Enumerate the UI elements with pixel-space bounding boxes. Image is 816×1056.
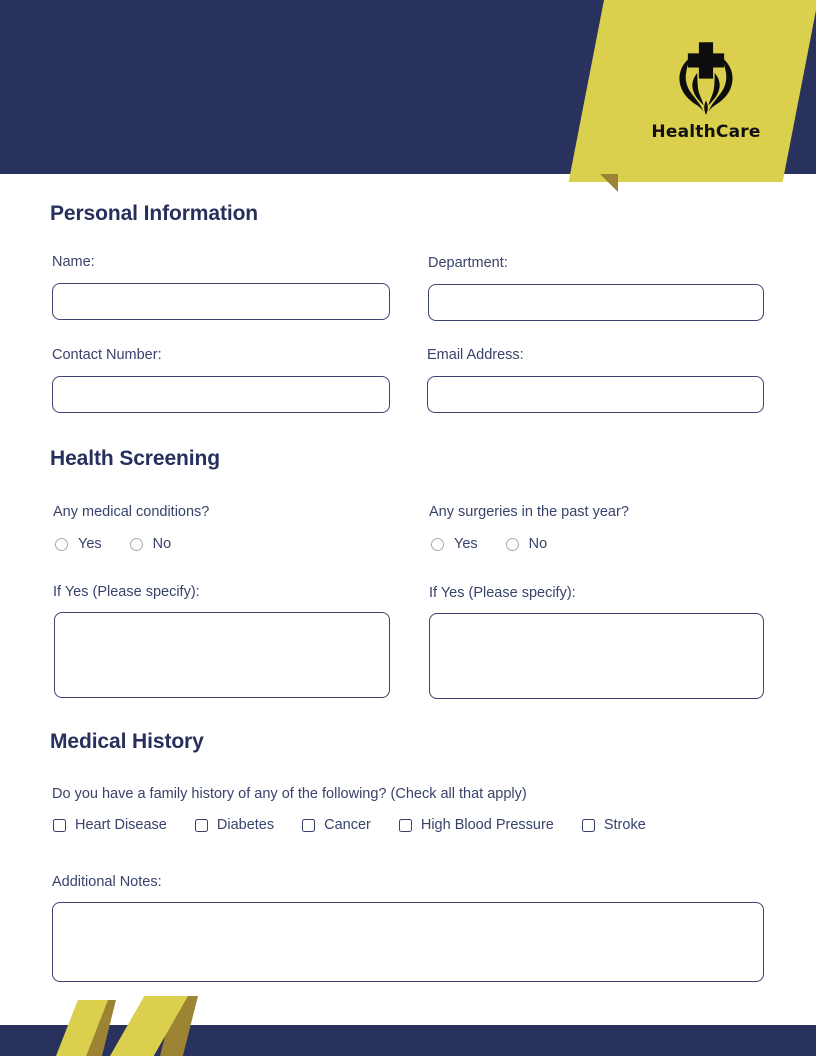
checkbox-label-heart-disease: Heart Disease (75, 817, 167, 833)
question-surgeries-past-year: Any surgeries in the past year? (429, 504, 629, 520)
label-contact-number: Contact Number: (52, 347, 162, 363)
radio-label-no: No (528, 536, 548, 552)
checkbox-item-cancer[interactable] (302, 817, 371, 833)
radio-option-surgeries-no[interactable] (506, 536, 548, 552)
label-name: Name: (52, 254, 95, 270)
radio-label-yes: Yes (78, 536, 102, 552)
logo-wordmark: HealthCare (651, 122, 761, 142)
label-department: Department: (428, 255, 508, 271)
section-title-health-screening: Health Screening (50, 447, 220, 470)
healthcare-logo (646, 36, 766, 154)
checkbox-item-high-blood-pressure[interactable] (399, 817, 554, 833)
radio-circle-icon[interactable] (431, 538, 444, 551)
label-additional-notes: Additional Notes: (52, 874, 162, 890)
checkbox-square-icon[interactable] (399, 819, 412, 832)
radio-option-medical-conditions-no[interactable] (130, 536, 172, 552)
label-medical-conditions-specify: If Yes (Please specify): (53, 584, 200, 600)
checkbox-item-heart-disease[interactable] (53, 817, 167, 833)
checkbox-group-family-history (53, 817, 674, 833)
medical-conditions-specify-textarea[interactable] (54, 612, 390, 698)
checkbox-label-high-blood-pressure: High Blood Pressure (420, 817, 554, 833)
contact-number-input[interactable] (52, 376, 390, 413)
checkbox-square-icon[interactable] (302, 819, 315, 832)
question-medical-conditions: Any medical conditions? (53, 504, 210, 520)
radio-group-medical-conditions (55, 536, 199, 552)
checkbox-square-icon[interactable] (53, 819, 66, 832)
radio-option-medical-conditions-yes[interactable] (55, 536, 102, 552)
surgeries-specify-textarea[interactable] (429, 613, 764, 699)
checkbox-square-icon[interactable] (582, 819, 595, 832)
checkbox-item-diabetes[interactable] (195, 817, 274, 833)
section-title-medical-history: Medical History (50, 730, 204, 753)
checkbox-label-diabetes: Diabetes (216, 817, 275, 833)
label-surgeries-specify: If Yes (Please specify): (429, 585, 576, 601)
cross-in-hands-icon (662, 36, 750, 118)
department-input[interactable] (428, 284, 764, 321)
radio-circle-icon[interactable] (506, 538, 519, 551)
question-family-history: Do you have a family history of any of the following? (Check all that apply) (52, 786, 527, 802)
checkbox-item-stroke[interactable] (582, 817, 646, 833)
label-email-address: Email Address: (427, 347, 524, 363)
additional-notes-textarea[interactable] (52, 902, 764, 982)
radio-option-surgeries-yes[interactable] (431, 536, 478, 552)
checkbox-square-icon[interactable] (195, 819, 208, 832)
section-title-personal-information: Personal Information (50, 202, 259, 225)
name-input[interactable] (52, 283, 390, 320)
radio-circle-icon[interactable] (130, 538, 143, 551)
radio-label-yes: Yes (454, 536, 478, 552)
email-address-input[interactable] (427, 376, 764, 413)
radio-group-surgeries (431, 536, 575, 552)
checkbox-label-cancer: Cancer (324, 817, 371, 833)
radio-circle-icon[interactable] (55, 538, 68, 551)
checkbox-label-stroke: Stroke (603, 817, 646, 833)
radio-label-no: No (152, 536, 172, 552)
